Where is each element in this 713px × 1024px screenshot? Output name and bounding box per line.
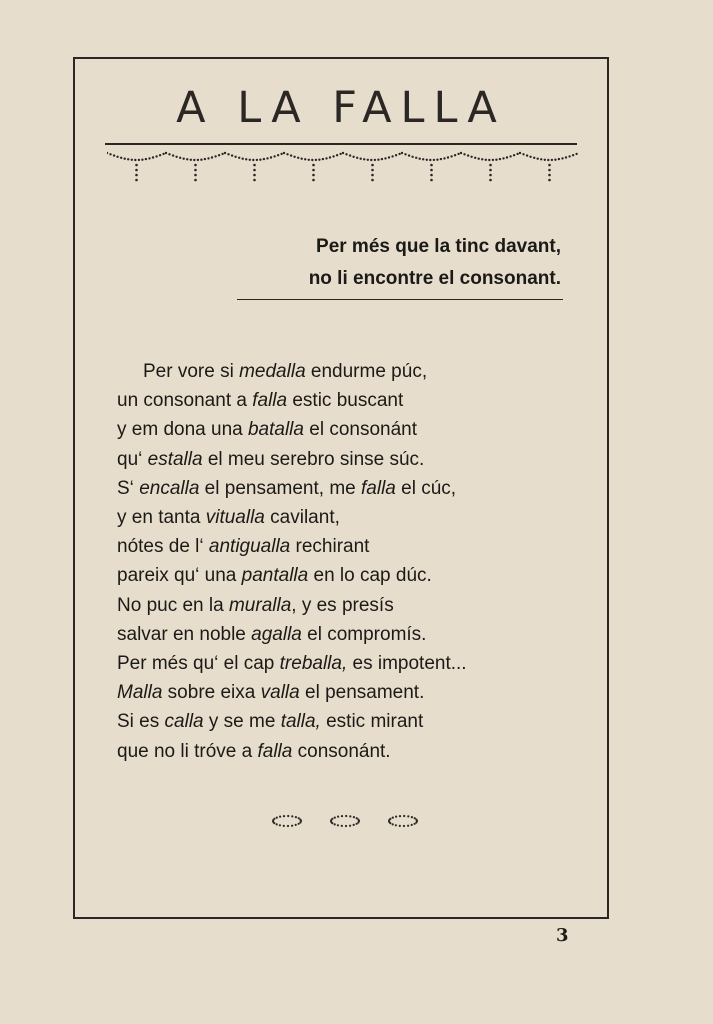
ornament-dot xyxy=(331,818,333,820)
ornament-dot xyxy=(345,825,347,827)
ornament-dot xyxy=(283,825,285,827)
ornament-dot xyxy=(291,825,293,827)
ornament-dot xyxy=(134,159,136,161)
ornament-dot xyxy=(234,156,236,158)
ornament-dot xyxy=(395,154,397,156)
poem-text: el cúc, xyxy=(395,477,457,499)
ornament-dot xyxy=(186,158,188,160)
poem-line xyxy=(117,386,467,415)
ornament-dot xyxy=(270,156,272,158)
ornament-dot xyxy=(415,821,417,823)
ornament-dot xyxy=(454,154,456,156)
ornament-dot xyxy=(357,819,359,821)
ornament-dot xyxy=(360,158,362,160)
ornament-dot xyxy=(537,158,539,160)
ornament-dot xyxy=(231,154,233,156)
ornament-dot xyxy=(440,158,442,160)
ornament-dot xyxy=(286,153,288,155)
poem-text: Per més qu‘ el cap xyxy=(117,653,280,675)
ornament-dot xyxy=(411,156,413,158)
ornament-dot xyxy=(135,174,138,177)
ornament-dot xyxy=(315,159,317,161)
ornament-dot xyxy=(283,152,285,154)
ornament-dot xyxy=(436,159,438,161)
ornament-dot xyxy=(481,158,483,160)
ornament-dot xyxy=(414,823,416,825)
ornament-dot xyxy=(148,157,150,159)
ornament-dot xyxy=(298,823,300,825)
epigraph xyxy=(309,231,561,295)
poem-title: A LA FALLA xyxy=(176,83,506,133)
poem-line xyxy=(117,737,467,766)
ornament-dot xyxy=(318,159,320,161)
ornament-dot xyxy=(290,154,292,156)
ornament-dot xyxy=(311,159,313,161)
ornament-dot xyxy=(544,159,546,161)
poem-text: estic buscant xyxy=(287,390,404,412)
poem-emphasis: agalla xyxy=(251,623,302,645)
ornament-dot xyxy=(419,158,421,160)
ornament-dot xyxy=(492,159,494,161)
ornament-dot xyxy=(561,157,563,159)
ornament-dot xyxy=(127,158,129,160)
ornament-dot xyxy=(430,169,433,172)
ornament-dot xyxy=(345,815,347,817)
ornament-dot xyxy=(332,155,334,157)
ornament-dot xyxy=(312,174,315,177)
ornament-dot xyxy=(253,164,256,167)
ornament-dot xyxy=(392,817,394,819)
page-frame xyxy=(73,57,609,919)
ornament-dot xyxy=(568,155,570,157)
poem-line xyxy=(117,620,467,649)
ornament-dot xyxy=(349,154,351,156)
ornament-dot xyxy=(554,159,556,161)
poem-text: consonánt. xyxy=(292,740,391,762)
ornament-dot xyxy=(277,154,279,156)
ornament-dot xyxy=(349,825,351,827)
ornament-dot xyxy=(356,157,358,159)
poem-line xyxy=(117,707,467,736)
ornament-dot xyxy=(460,152,462,154)
ornament-dot xyxy=(224,152,226,154)
ornament-dot xyxy=(519,152,521,154)
poem-emphasis: falla xyxy=(361,477,396,499)
ornament-dot xyxy=(175,156,177,158)
ornament-dot xyxy=(353,816,355,818)
poem-text: cavilant, xyxy=(264,507,340,529)
ornament-dot xyxy=(509,155,511,157)
poem-line xyxy=(117,532,467,561)
ornament-dot xyxy=(529,156,531,158)
ornament-dot xyxy=(227,153,229,155)
ornament-dot xyxy=(488,159,490,161)
ornament-dot xyxy=(183,158,185,160)
ornament-dot xyxy=(165,152,167,154)
ornament-dot xyxy=(447,156,449,158)
ornament-dot xyxy=(325,157,327,159)
ornament-dot xyxy=(124,158,126,160)
ornament-dot xyxy=(513,154,515,156)
ornament-dot xyxy=(293,156,295,158)
ornament-dot xyxy=(263,158,265,160)
poem-emphasis: pantalla xyxy=(241,565,309,587)
poem-line xyxy=(117,445,467,474)
ornament-dot xyxy=(363,158,365,160)
poem-text: un consonant a xyxy=(117,390,253,412)
ornament-dot xyxy=(415,157,417,159)
ornament-dot xyxy=(388,156,390,158)
ornament-dot xyxy=(370,159,372,161)
ornament-dot xyxy=(467,154,469,156)
ornament-dot xyxy=(194,164,197,167)
ornament-dot xyxy=(533,157,535,159)
ornament-dot xyxy=(463,153,465,155)
ornament-dot xyxy=(399,815,401,817)
ornament-dot xyxy=(415,819,417,821)
poem-text: que no li tróve a xyxy=(117,740,258,762)
ornament-dot xyxy=(565,156,567,158)
poem-emphasis: estalla xyxy=(147,448,203,470)
ornament-dot xyxy=(242,158,244,160)
page-number: 3 xyxy=(556,925,569,946)
ornament-dot xyxy=(249,159,251,161)
ornament-dot xyxy=(207,157,209,159)
ornament-dot xyxy=(489,164,492,167)
ornament-dot xyxy=(345,153,347,155)
ornament-dot xyxy=(221,153,223,155)
ornament-dot xyxy=(107,152,108,154)
poem-emphasis: antigualla xyxy=(208,536,291,558)
ornament-dot xyxy=(495,159,497,161)
ornament-dot xyxy=(430,164,433,167)
ornament-dot xyxy=(426,159,428,161)
ornament-dot xyxy=(190,159,192,161)
ornament-dot xyxy=(548,174,551,177)
ornament-dot xyxy=(116,156,118,158)
ornament-dot xyxy=(276,823,278,825)
ornament-dot xyxy=(342,152,344,154)
ornament-dot xyxy=(433,159,435,161)
ornament-dot xyxy=(391,155,393,157)
poem-text: y se me xyxy=(203,711,281,733)
ornament-dot xyxy=(356,817,358,819)
ornament-dot xyxy=(548,179,551,182)
ornament-dot xyxy=(252,159,254,161)
ornament-dot xyxy=(238,157,240,159)
ornament-dot xyxy=(301,158,303,160)
ornament-dot xyxy=(392,823,394,825)
ornament-dot xyxy=(526,154,528,156)
ornament-dot xyxy=(273,155,275,157)
epigraph-rule xyxy=(237,299,563,300)
ornament-dot xyxy=(279,824,281,826)
ornament-dot xyxy=(395,816,397,818)
poem-text: estic mirant xyxy=(320,711,424,733)
ornament-dot xyxy=(558,158,560,160)
poem-emphasis: talla, xyxy=(280,711,321,733)
ornament-dot xyxy=(341,815,343,817)
ornament-dot xyxy=(214,155,216,157)
ornament-dot xyxy=(339,153,341,155)
ornament-dot xyxy=(172,154,174,156)
ornament-dot xyxy=(329,156,331,158)
poem-emphasis: muralla xyxy=(228,594,292,616)
poem-emphasis: medalla xyxy=(239,361,306,382)
ornament-dot xyxy=(141,159,143,161)
poem-text: y em dona una xyxy=(117,419,248,441)
ornament-dot xyxy=(356,823,358,825)
ornament-dot xyxy=(279,816,281,818)
ornament-dot xyxy=(256,159,258,161)
ornament-dot xyxy=(291,815,293,817)
ornament-dot xyxy=(168,153,170,155)
poem-text: sobre eixa xyxy=(162,682,261,704)
ornament-dot xyxy=(357,821,359,823)
ornament-dot xyxy=(395,824,397,826)
ornament-dot xyxy=(407,815,409,817)
poem-emphasis: treballa, xyxy=(279,653,348,675)
ornament-dot xyxy=(194,169,197,172)
ornament-dot xyxy=(502,157,504,159)
ornament-dot xyxy=(353,824,355,826)
ornament-dot xyxy=(408,154,410,156)
ornament-dot xyxy=(384,157,386,159)
ornament-dot xyxy=(312,179,315,182)
ornament-dot xyxy=(138,159,140,161)
ornament-dot xyxy=(245,158,247,160)
ornament-dot xyxy=(200,159,202,161)
ornament-dot xyxy=(422,158,424,160)
poem-emphasis: encalla xyxy=(139,477,200,499)
poem-emphasis: vitualla xyxy=(205,507,265,529)
ornament-dot xyxy=(287,815,289,817)
ornament-dot xyxy=(352,156,354,158)
poem-line xyxy=(117,561,467,590)
ornament-dot xyxy=(403,825,405,827)
ornament-dot xyxy=(145,158,147,160)
ornament-dot xyxy=(371,164,374,167)
ornament-dot xyxy=(401,152,403,154)
ornament-dot xyxy=(334,823,336,825)
ornament-dot xyxy=(295,816,297,818)
epigraph-line-2: no li encontre el consonant. xyxy=(308,268,561,289)
ornament-dot xyxy=(548,169,551,172)
ornament-dot xyxy=(371,179,374,182)
ornament-dot xyxy=(381,158,383,160)
ornament-dot xyxy=(131,159,133,161)
ornament-dot xyxy=(322,158,324,160)
ornament-dot xyxy=(253,174,256,177)
ornament-dot xyxy=(159,154,161,156)
ornament-dot xyxy=(341,825,343,827)
ornament-dot xyxy=(298,817,300,819)
poem-text: pareix qu‘ una xyxy=(117,565,242,587)
poem-text: nótes de l‘ xyxy=(117,536,209,558)
ornament-dot xyxy=(429,159,431,161)
ornament-dot xyxy=(499,158,501,160)
poem-emphasis: falla xyxy=(252,390,288,412)
ornament-dot xyxy=(218,154,220,156)
ornament-dot xyxy=(548,164,551,167)
ornament-dot xyxy=(478,158,480,160)
poem-line xyxy=(117,474,467,503)
ornament-dot xyxy=(399,825,401,827)
ornament-dot xyxy=(194,174,197,177)
ornament-dot xyxy=(389,818,391,820)
ornament-dot xyxy=(407,825,409,827)
poem-text: rechirant xyxy=(290,536,370,558)
ornament-dot xyxy=(312,169,315,172)
ornament-dot xyxy=(179,157,181,159)
poem-text: el meu serebro sinse súc. xyxy=(202,448,425,470)
ornament-dot xyxy=(304,158,306,160)
poem-line xyxy=(117,357,467,386)
poem-text: en lo cap dúc. xyxy=(308,565,432,587)
ornament-dot xyxy=(155,155,157,157)
ornament-dot xyxy=(547,159,549,161)
ornament-dot xyxy=(489,169,492,172)
ornament-dot xyxy=(450,155,452,157)
poem-text: y en tanta xyxy=(117,507,206,529)
ornament-dot xyxy=(572,154,574,156)
ornament-dot xyxy=(336,154,338,156)
ornament-dot xyxy=(522,153,524,155)
ornament-dot xyxy=(287,825,289,827)
ornament-dot xyxy=(280,153,282,155)
ornament-dot xyxy=(411,816,413,818)
ornament-dot xyxy=(457,153,459,155)
poem-text: el compromís. xyxy=(301,623,427,645)
poem-emphasis: Malla xyxy=(117,682,163,704)
ornament-dot xyxy=(430,179,433,182)
ornament-dot xyxy=(398,153,400,155)
poem-emphasis: valla xyxy=(260,682,300,704)
ornament-dot xyxy=(253,169,256,172)
ornament-dot xyxy=(197,159,199,161)
ornament-dot xyxy=(443,157,445,159)
ornament-dot xyxy=(367,159,369,161)
ornament-dot xyxy=(411,824,413,826)
ornament-dot xyxy=(474,157,476,159)
poem-line xyxy=(117,678,467,707)
ornament-dot xyxy=(152,156,154,158)
decorative-garland-ornament xyxy=(107,147,579,187)
ornament-dot xyxy=(516,153,518,155)
poem-text: qu‘ xyxy=(117,448,148,470)
ornament-dot xyxy=(109,153,111,155)
ornament-dot xyxy=(430,174,433,177)
ornament-dot xyxy=(211,156,213,158)
ornament-dot xyxy=(334,817,336,819)
poem-text: Si es xyxy=(117,711,165,733)
poem-text: S‘ xyxy=(117,477,140,499)
ornament-dot xyxy=(295,824,297,826)
poem-line xyxy=(117,415,467,444)
ornament-dot xyxy=(299,821,301,823)
poem-text: No puc en la xyxy=(117,594,229,616)
ornament-dot xyxy=(297,157,299,159)
ornament-dot xyxy=(337,824,339,826)
ornament-dot xyxy=(266,157,268,159)
ornament-dot xyxy=(273,818,275,820)
title-rule xyxy=(105,143,577,145)
poem-line xyxy=(117,591,467,620)
ornament-dot xyxy=(204,158,206,160)
ornament-dot xyxy=(374,159,376,161)
ornament-dot xyxy=(377,159,379,161)
ornament-dot xyxy=(193,159,195,161)
poem-text: salvar en noble xyxy=(117,623,252,645)
ornament-dot xyxy=(551,159,553,161)
poem-text: el consonánt xyxy=(303,419,418,441)
ornament-dot xyxy=(312,164,315,167)
ornament-dot xyxy=(113,154,115,156)
ornament-dot xyxy=(489,179,492,182)
epigraph-line-1: Per més que la tinc davant, xyxy=(316,236,561,257)
ornament-dot xyxy=(489,174,492,177)
poem-text: el pensament. xyxy=(299,682,425,704)
poem-text: el pensament, me xyxy=(199,477,361,499)
ornament-dot xyxy=(470,156,472,158)
ornament-dot xyxy=(299,819,301,821)
ornament-dot xyxy=(349,815,351,817)
ornament-dot xyxy=(414,817,416,819)
ornament-dot xyxy=(283,815,285,817)
end-ornament xyxy=(271,811,421,831)
ornament-dot xyxy=(371,174,374,177)
ornament-dot xyxy=(135,164,138,167)
ornament-dot xyxy=(162,153,164,155)
poem-text: endurme púc, xyxy=(305,361,428,382)
ornament-dot xyxy=(540,158,542,160)
ornament-dot xyxy=(253,179,256,182)
poem-line xyxy=(117,649,467,678)
poem-text: Per vore si xyxy=(143,361,240,382)
ornament-dot xyxy=(135,169,138,172)
poem-emphasis: falla xyxy=(257,740,293,762)
ornament-dot xyxy=(404,153,406,155)
ornament-dot xyxy=(135,179,138,182)
ornament-dot xyxy=(276,817,278,819)
poem-text: , y es presís xyxy=(291,594,394,616)
poem-emphasis: batalla xyxy=(247,419,304,441)
poem-line xyxy=(117,503,467,532)
ornament-dot xyxy=(403,815,405,817)
poem-emphasis: calla xyxy=(164,711,204,733)
ornament-dot xyxy=(371,169,374,172)
ornament-dot xyxy=(485,159,487,161)
ornament-dot xyxy=(506,156,508,158)
ornament-dot xyxy=(259,159,261,161)
ornament-dot xyxy=(194,179,197,182)
ornament-dot xyxy=(337,816,339,818)
ornament-dot xyxy=(575,153,577,155)
ornament-dot xyxy=(120,157,122,159)
poem-text: es impotent... xyxy=(347,653,467,675)
ornament-dot xyxy=(308,159,310,161)
poem-body xyxy=(117,357,467,766)
